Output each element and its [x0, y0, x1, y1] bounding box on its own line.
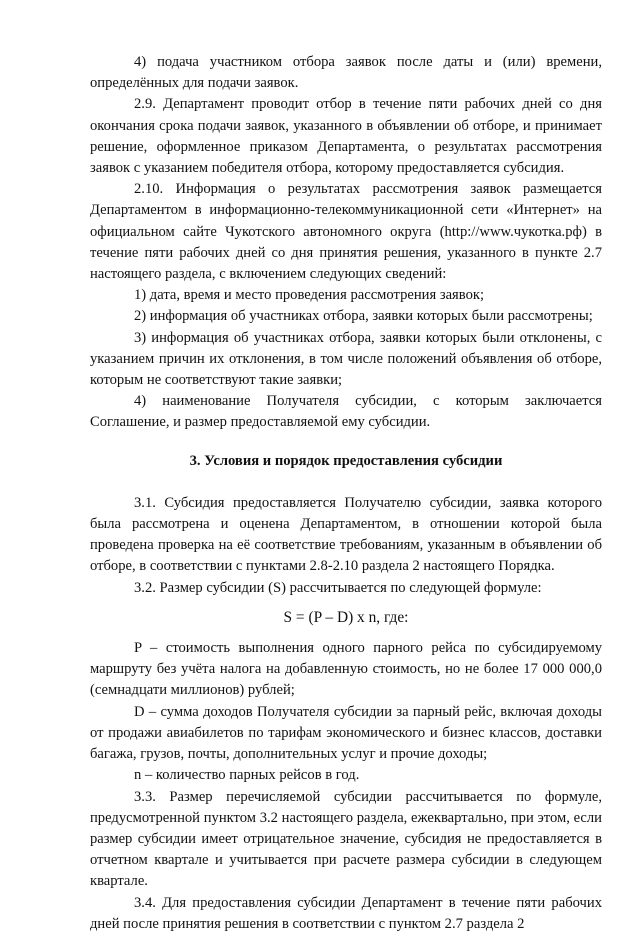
paragraph-2-9: 2.9. Департамент проводит отбор в течение пяти рабочих дней со дня окончания срока подачи заявок, указанного в объявлении об отборе, и принимает решение, оформленное приказом Департамента, о результатах рассмотрения заявок с указанием победителя отбора, которому предоставляется субсидия. [90, 96, 602, 177]
paragraph-item-4-late-submission: 4) подача участником отбора заявок после даты и (или) времени, определённых для подачи заявок. [90, 54, 602, 92]
list-item-1: 1) дата, время и место проведения рассмотрения заявок; [134, 287, 485, 304]
formula: S = (P – D) x n, где: [283, 608, 409, 626]
document-page [90, 52, 602, 935]
definition-d: D – сумма доходов Получателя субсидии за парный рейс, включая доходы от продажи авиабилетов по тарифам экономического и бизнес классов, доставки багажа, грузов, почты, дополнительных услуг и прочие доходы; [90, 703, 602, 763]
list-item-4: 4) наименование Получателя субсидии, с которым заключается Соглашение, и размер предоставляемой ему субсидии. [90, 393, 602, 431]
definition-n: n – количество парных рейсов в год. [134, 767, 360, 784]
list-item-3: 3) информация об участниках отбора, заявки которых были отклонены, с указанием причин их отклонения, в том числе положений объявления об отборе, которым не соответствуют такие заявки; [90, 329, 602, 389]
paragraph-3-1: 3.1. Субсидия предоставляется Получателю субсидии, заявка которого была рассмотрена и оценена Департаментом, в отношении которой была проведена проверка на её соответствие требованиям, указанным в объявлении об отборе, в соответствии с пунктами 2.8-2.10 раздела 2 настоящего Порядка. [90, 494, 602, 575]
list-item-2: 2) информация об участниках отбора, заявки которых были рассмотрены; [134, 308, 593, 325]
paragraph-2-10: 2.10. Информация о результатах рассмотрения заявок размещается Департаментом в информационно-телекоммуникационной сети «Интернет» на официальном сайте Чукотского автономного округа (http://www.чукотка.рф) в течение пяти рабочих дней со дня принятия решения, указанного в пункте 2.7 настоящего раздела, с включением следующих сведений: [90, 181, 602, 283]
definition-p: P – стоимость выполнения одного парного рейса по субсидируемому маршруту без учёта налога на добавленную стоимость, но не более 17 000 000,0 (семнадцати миллионов) рублей; [90, 640, 602, 699]
paragraph-3-4: 3.4. Для предоставления субсидии Департамент в течение пяти рабочих дней после принятия решения в соответствии с пунктом 2.7 раздела 2 [90, 894, 602, 932]
paragraph-3-3: 3.3. Размер перечисляемой субсидии рассчитывается по формуле, предусмотренной пунктом 3.2 настоящего раздела, ежеквартально, при этом, если размер субсидии имеет отрицательное значение, субсидия не предоставляется в отчетном квартале и учитывается при расчете размера субсидии в следующем квартале. [90, 788, 602, 890]
section-heading: 3. Условия и порядок предоставления субсидии [189, 452, 503, 469]
paragraph-3-2: 3.2. Размер субсидии (S) рассчитывается по следующей формуле: [134, 579, 542, 596]
